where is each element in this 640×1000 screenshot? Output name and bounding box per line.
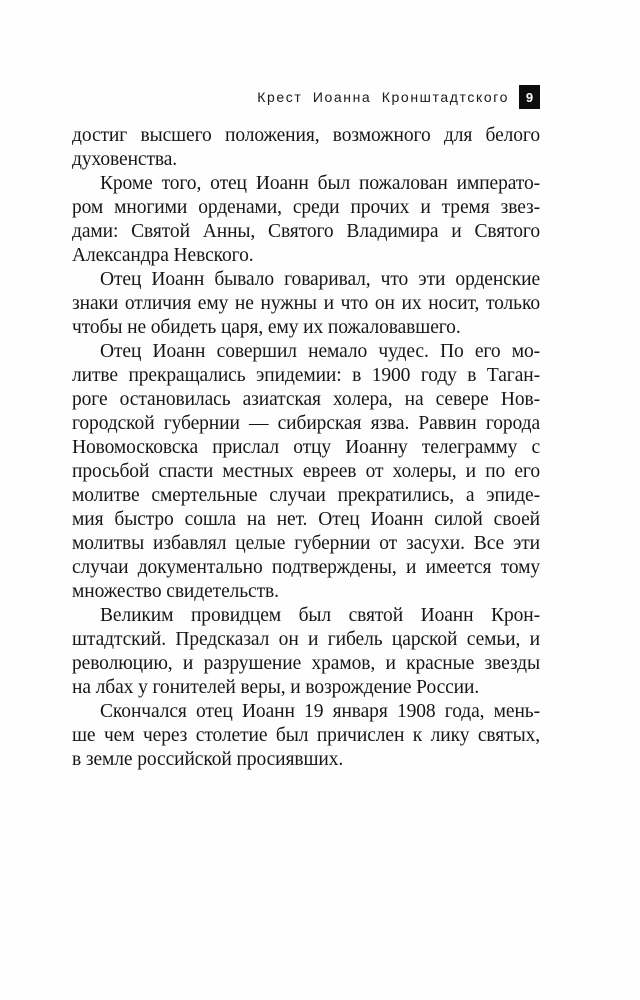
text-line: мия быстро сошла на нет. Отец Иоанн силой своей [72,509,540,530]
page-body [72,124,540,772]
text-line: знаки отличия ему не нужны и что он их носит, только [72,293,540,314]
text-line: городской губернии — сибирская язва. Раввин города [72,413,540,434]
text-line: Кроме того, отец Иоанн был пожалован императо- [100,173,540,194]
running-title: Крест Иоанна Кронштадтского [257,89,509,105]
text-line: литве прекращались эпидемии: в 1900 году в Таган- [72,365,540,386]
paragraph [72,340,540,604]
text-line: множество свидетельств. [72,581,279,602]
page-header [72,84,540,110]
text-line: чтобы не обидеть царя, ему их пожаловавшего. [72,317,461,338]
paragraph [72,268,540,340]
text-line: роге остановилась азиатская холера, на севере Нов- [72,389,540,410]
text-line: дами: Святой Анны, Святого Владимира и Святого [72,221,540,242]
text-line: Скончался отец Иоанн 19 января 1908 года, мень- [100,701,540,722]
paragraph [72,172,540,268]
paragraph [72,604,540,700]
text-line: в земле российской просиявших. [72,749,344,770]
text-line: революцию, и разрушение храмов, и красные звезды [72,653,540,674]
text-line: случаи документально подтверждены, и имеется тому [72,557,540,578]
text-line: на лбах у гонителей веры, и возрождение России. [72,677,480,698]
text-line: молитвы избавлял целые губернии от засухи. Все эти [72,533,540,554]
text-line: достиг высшего положения, возможного для белого [72,125,540,146]
text-line: просьбой спасти местных евреев от холеры, и по его [72,461,540,482]
text-line: ром многими орденами, среди прочих и тремя звез- [72,197,540,218]
text-line: духовенства. [72,149,178,170]
text-line: Великим провидцем был святой Иоанн Крон- [100,605,540,626]
paragraph [72,700,540,772]
text-line: Отец Иоанн бывало говаривал, что эти орденские [100,269,540,290]
text-line: штадтский. Предсказал он и гибель царской семьи, и [72,629,540,650]
text-line: ше чем через столетие был причислен к лику святых, [72,725,540,746]
paragraph [72,124,540,172]
text-line: молитве смертельные случаи прекратились, а эпиде- [72,485,540,506]
page-number-badge: 9 [519,85,540,109]
text-line: Новомосковска прислал отцу Иоанну телеграмму с [72,437,540,458]
text-line: Отец Иоанн совершил немало чудес. По его мо- [100,341,540,362]
text-line: Александра Невского. [72,245,254,266]
